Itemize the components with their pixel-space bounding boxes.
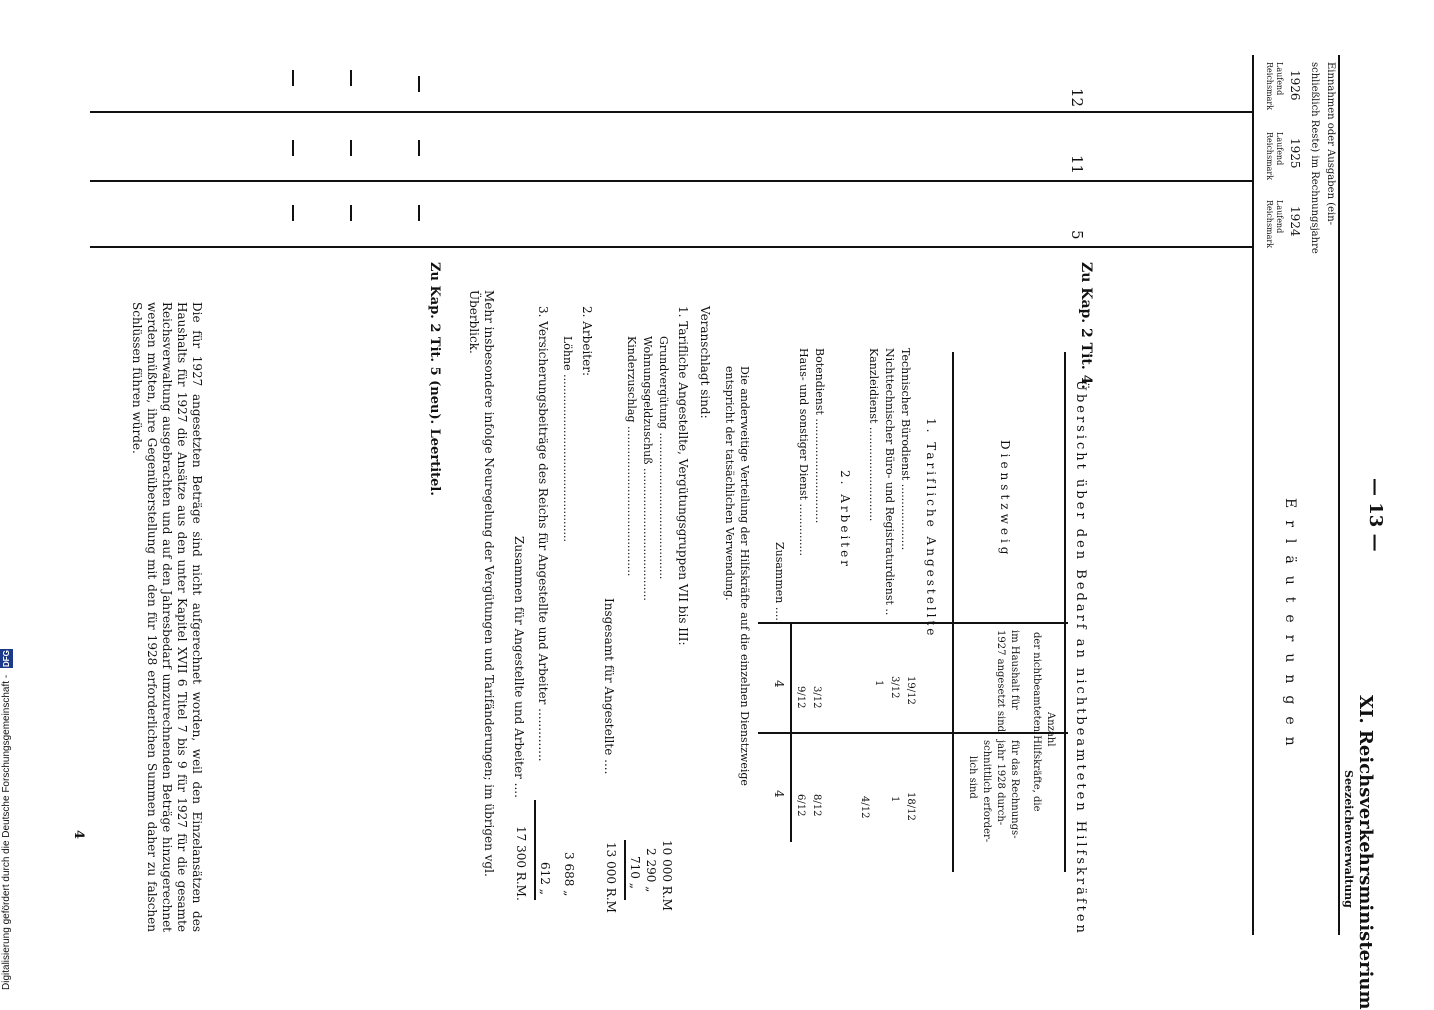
chapter1-heading-v: Zu Kap. 2 Tit. 4. bbox=[1078, 262, 1094, 390]
row5-1927: 9/12 bbox=[795, 686, 806, 709]
row5-1928: 6/12 bbox=[795, 794, 806, 817]
item1-row3-value: 710 „ bbox=[628, 856, 642, 889]
ov-col-1928-2: jahr 1928 durch- bbox=[995, 740, 1006, 826]
ov-col-1927-1: im Haushalt für bbox=[1009, 630, 1020, 710]
item1-total-label: Insgesamt für Angestellte .... bbox=[602, 598, 616, 775]
footer-credit bbox=[0, 570, 18, 990]
item1-row2: Wohnungsgeldzuschuß ...................................... bbox=[641, 336, 654, 601]
ov-col-1927-2: 1927 angesetzt sind bbox=[995, 630, 1006, 733]
ov-col-anzahl-1: Anzahl bbox=[1045, 712, 1056, 747]
row2-1927: 3/12 bbox=[889, 676, 900, 699]
dash-c3 bbox=[418, 205, 420, 221]
row4-1927: 3/12 bbox=[811, 686, 822, 709]
ov-col-1928-1: für das Rechnungs- bbox=[1009, 740, 1020, 839]
row3-1928: 4/12 bbox=[859, 796, 870, 819]
ministry-title-v: XI. Reichsverkehrsministerium bbox=[1355, 695, 1376, 1010]
veranschlagt: Veranschlagt sind: bbox=[698, 306, 712, 419]
sum-label: Zusammen für Angestellte und Arbeiter .... bbox=[512, 536, 526, 798]
page-number-v: — 13 — bbox=[1365, 478, 1386, 552]
ov-col-1928-4: lich sind bbox=[967, 756, 978, 799]
row3-1927: 1 bbox=[873, 680, 884, 687]
item3-value: 612 „ bbox=[538, 862, 552, 895]
row4-label: Botendienst .............................. bbox=[813, 348, 826, 524]
group1-label-v: 1. Tarifliche Angestellte bbox=[924, 418, 938, 639]
side-value-1925: 11 bbox=[1068, 155, 1086, 175]
side-year-1926: 1926 bbox=[1288, 70, 1302, 101]
ministry-subtitle-v: Seezeichenverwaltung bbox=[1342, 770, 1355, 908]
side-title-line-v2: schließlich Reste) im Rechnungsjahre bbox=[1309, 62, 1320, 254]
item1-row1-value: 10 000 R.M bbox=[660, 840, 674, 911]
bottom-mark: 4 bbox=[71, 830, 86, 840]
total-1927: 4 bbox=[772, 680, 786, 688]
side-unit-1926: Laufend Reichsmark bbox=[1265, 62, 1284, 111]
ov-col-dienstzweig: Dienstzweig bbox=[998, 440, 1012, 559]
rule-row-bot bbox=[90, 246, 1254, 248]
ov-col-1928-3: schnittlich erforder- bbox=[981, 740, 992, 843]
chapter2-paragraph: Die für 1927 angesetzten Beträge sind nicht aufgerechnet worden, weil den Einzelansätzen des Haushalts für 1927 die Ansätze aus den unter Kapitel XVII 6 Titel 7 bis 9 für 1927 für die gesamte Reichsverwaltung ausgebrachten und auf den Jahresbedarf umzurechnenden Beträge hinzugerechnet werden müßten, ihre Gegenüberstellung mit den für 1928 erforderlichen Summen daher zu falschen Schlüssen führen würde. bbox=[130, 302, 204, 932]
item2: 2. Arbeiter: bbox=[580, 306, 594, 376]
ov-rule-v1 bbox=[758, 622, 1068, 624]
sum-rule bbox=[534, 800, 536, 900]
row4-1928: 8/12 bbox=[811, 794, 822, 817]
item1-row1: Grundvergütung .......................................... bbox=[657, 336, 670, 580]
side-value-1926: 12 bbox=[1068, 88, 1086, 108]
row5-label: Haus- und sonstiger Dienst ............... bbox=[797, 348, 810, 556]
ov-col-anzahl-2: der nichtbeamteten Hilfskräfte, die bbox=[1031, 632, 1042, 812]
item1-row3: Kinderzuschlag ........................................... bbox=[625, 336, 638, 577]
dash-b2 bbox=[350, 140, 352, 156]
more: Mehr insbesondere infolge Neuregelung der Vergütungen und Tarifänderungen; im übrigen vgl. Überblick. bbox=[467, 290, 496, 877]
row1-1928: 18/12 bbox=[905, 792, 916, 821]
row1-1927: 19/12 bbox=[905, 676, 916, 705]
ov-rule-total bbox=[790, 622, 792, 842]
item1-row2-value: 2 290 „ bbox=[644, 848, 658, 893]
dash-b1 bbox=[292, 140, 294, 156]
row3-label: Kanzleidienst ........................... bbox=[867, 348, 880, 522]
rule-row-top bbox=[90, 111, 1254, 113]
total-1928: 4 bbox=[772, 790, 786, 798]
item2-row: Löhne ................................................ bbox=[561, 336, 574, 542]
ov-rule-top bbox=[1064, 352, 1066, 872]
dash-a3 bbox=[418, 76, 420, 92]
side-unit-1924: Laufend Reichsmark bbox=[1265, 200, 1284, 249]
footer-text: Digitalisierung gefördert durch die Deutsche Forschungsgemeinschaft - bbox=[1, 674, 12, 990]
item2-value: 3 688 „ bbox=[562, 852, 576, 897]
rule-row-mid bbox=[90, 180, 1254, 182]
total-label: Zusammen ..... bbox=[773, 542, 786, 625]
dash-b3 bbox=[418, 140, 420, 156]
dash-c2 bbox=[350, 205, 352, 221]
chapter2-heading: Zu Kap. 2 Tit. 5 (neu). Leertitel. bbox=[427, 262, 442, 496]
row2-label: Nichttechnischer Büro- und Registraturdienst .. bbox=[883, 348, 896, 616]
dash-a2 bbox=[350, 70, 352, 86]
ov-rule-bottom bbox=[952, 352, 954, 872]
item1-total: 13 000 R.M bbox=[604, 842, 618, 913]
rule-right-inner bbox=[1252, 55, 1254, 935]
row1-label: Technischer Bürodienst ................... bbox=[899, 348, 912, 551]
sum-value: 17 300 R.M. bbox=[514, 826, 528, 901]
dfg-logo: DFG bbox=[2, 650, 11, 668]
side-value-1924: 5 bbox=[1068, 230, 1086, 240]
ov-rule-v2 bbox=[758, 732, 1068, 734]
rule-right-outer bbox=[1338, 55, 1340, 935]
dash-c1 bbox=[292, 205, 294, 221]
side-unit-1925: Laufend Reichsmark bbox=[1265, 132, 1284, 181]
side-title-line-v1: Einnahmen oder Ausgaben (ein- bbox=[1325, 62, 1336, 226]
item1: 1. Tarifliche Angestellte, Vergütungsgruppen VII bis III: bbox=[676, 306, 690, 646]
note: Die anderweitige Verteilung der Hilfskräfte auf die einzelnen Dienstzweige entspricht der tatsächlichen Verwendung. bbox=[723, 366, 751, 786]
item3: 3. Versicherungsbeiträge des Reichs für Angestellte und Arbeiter .............. bbox=[536, 306, 550, 762]
group2-label-v: 2. Arbeiter bbox=[838, 470, 852, 569]
dash-a1 bbox=[292, 70, 294, 86]
side-year-1924: 1924 bbox=[1288, 206, 1302, 237]
overview-title-v: Übersicht über den Bedarf an nichtbeamteten Hilfskräften bbox=[1073, 380, 1088, 936]
item1-sum-rule bbox=[624, 840, 626, 900]
row2-1928: 1 bbox=[889, 796, 900, 803]
section-title-v: Erläuterungen bbox=[1282, 498, 1298, 758]
side-year-1925: 1925 bbox=[1288, 138, 1302, 169]
